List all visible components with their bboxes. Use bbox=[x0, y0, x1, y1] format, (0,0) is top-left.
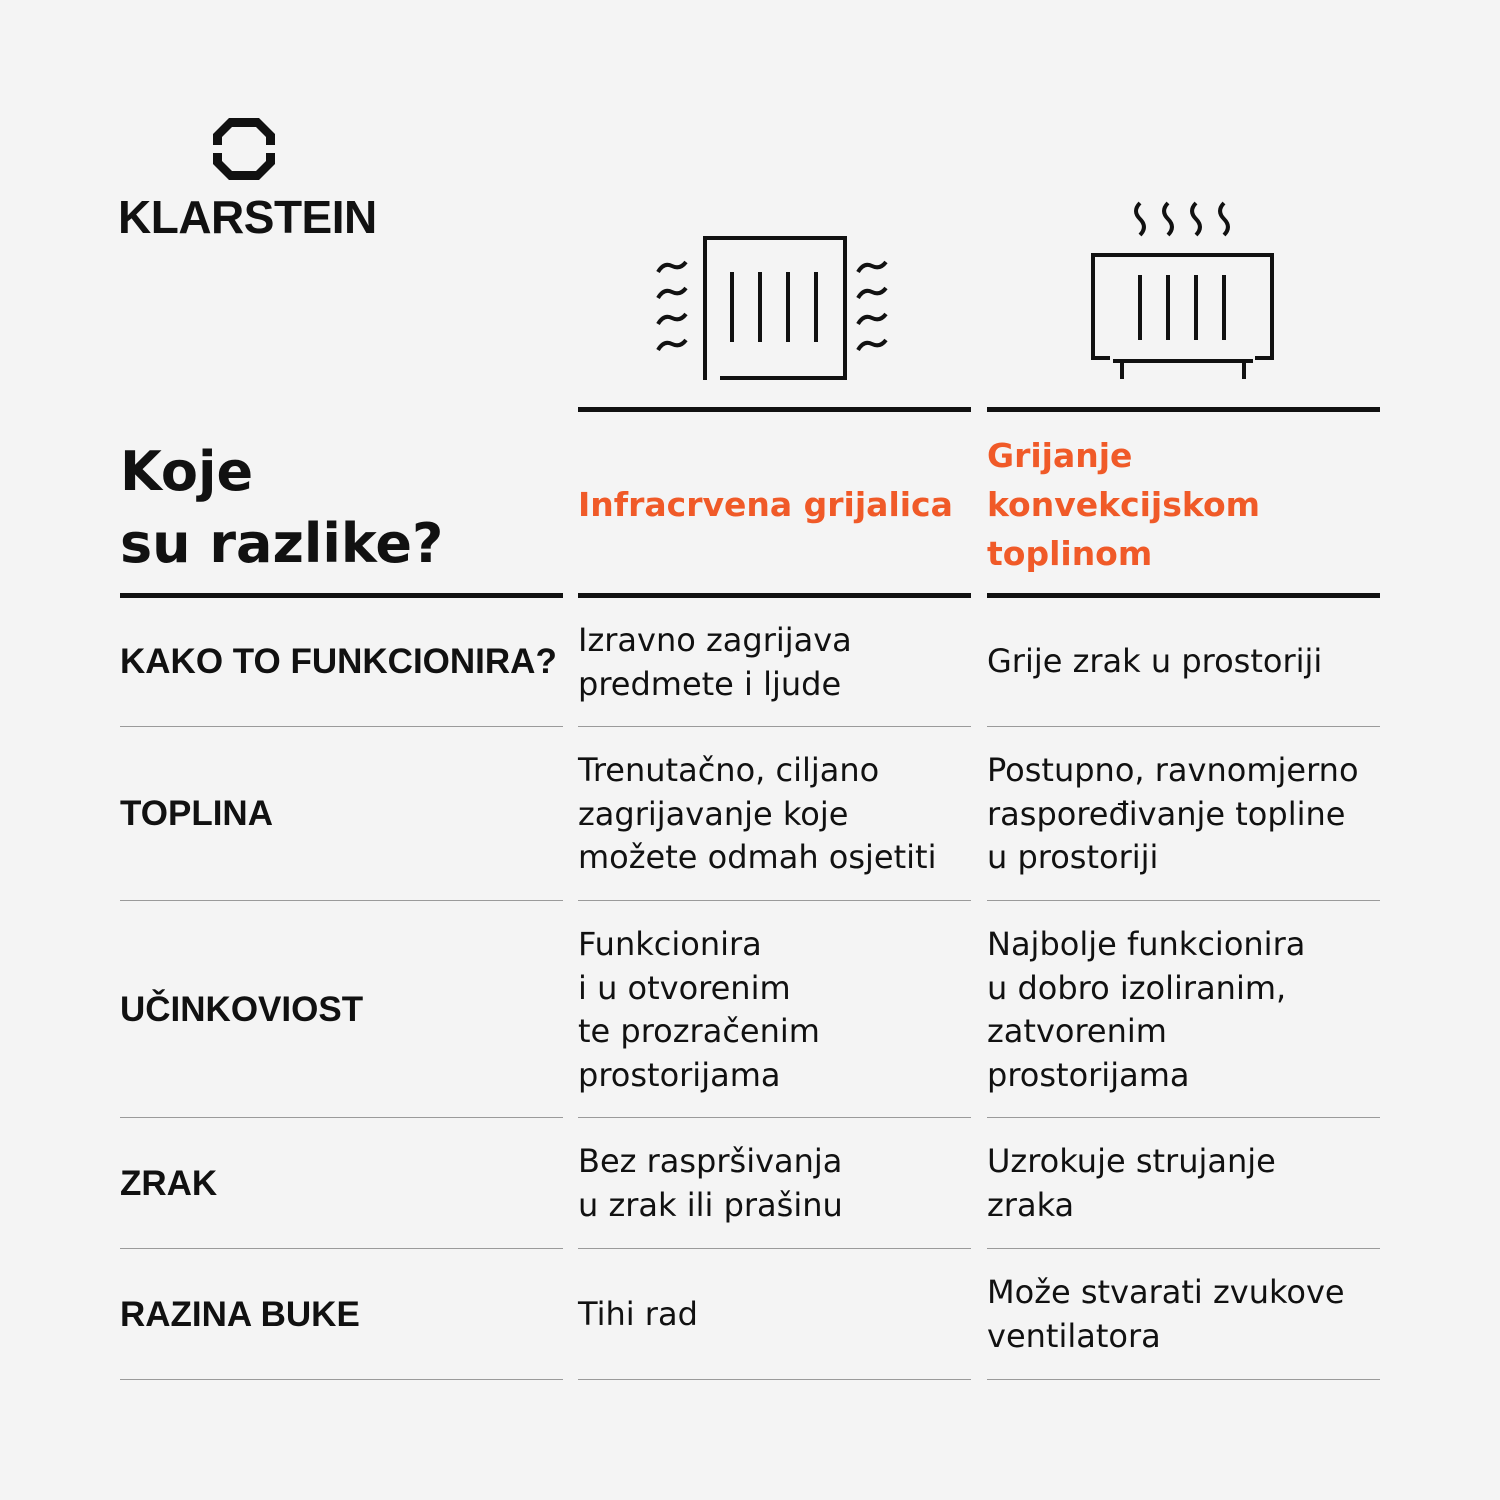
cell-line: i u otvorenim bbox=[578, 968, 791, 1007]
cell-infrared bbox=[578, 749, 968, 880]
row-divider bbox=[987, 1379, 1380, 1380]
row-divider bbox=[987, 1117, 1380, 1118]
cell-infrared bbox=[578, 619, 968, 706]
row-label: UČINKOVIOST bbox=[120, 990, 364, 1029]
cell-line: možete odmah osjetiti bbox=[578, 838, 937, 876]
cell-convection bbox=[987, 923, 1383, 1097]
cell-line: prostorijama bbox=[987, 1055, 1190, 1094]
cell-line: Tihi rad bbox=[578, 1295, 698, 1333]
cell-line: raspoređivanje topline bbox=[987, 794, 1346, 833]
column-top-rule bbox=[578, 407, 971, 412]
cell-convection bbox=[987, 640, 1383, 684]
cell-line: Bez raspršivanja bbox=[578, 1142, 843, 1180]
column-top-rule bbox=[987, 407, 1380, 412]
convection-heater-icon bbox=[1085, 195, 1285, 385]
row-divider bbox=[987, 1248, 1380, 1249]
cell-line: Trenutačno, ciljano bbox=[578, 751, 880, 789]
cell-line: u dobro izoliranim, bbox=[987, 968, 1287, 1007]
cell-infrared bbox=[578, 923, 968, 1097]
cell-line: Može stvarati zvukove bbox=[987, 1273, 1345, 1311]
row-divider bbox=[120, 726, 563, 727]
row-label: ZRAK bbox=[120, 1164, 218, 1203]
header-rule bbox=[120, 593, 563, 598]
cell-infrared bbox=[578, 1140, 968, 1227]
cell-line: prostorijama bbox=[578, 1055, 781, 1094]
column-title-line: konvekcijskom bbox=[987, 485, 1261, 524]
row-divider bbox=[120, 900, 563, 901]
row-label: RAZINA BUKE bbox=[120, 1295, 360, 1334]
cell-line: Grije zrak u prostoriji bbox=[987, 642, 1323, 680]
row-divider bbox=[987, 900, 1380, 901]
row-divider bbox=[578, 900, 971, 901]
cell-line: zraka bbox=[987, 1185, 1075, 1224]
cell-line: te prozračenim bbox=[578, 1012, 820, 1050]
row-divider bbox=[120, 1117, 563, 1118]
row-divider bbox=[578, 1117, 971, 1118]
brand-name: KLARSTEIN bbox=[118, 191, 377, 243]
cell-line: Uzrokuje strujanje bbox=[987, 1142, 1276, 1180]
page-title-line: su razlike? bbox=[120, 512, 444, 575]
row-divider bbox=[578, 1248, 971, 1249]
klarstein-diamond-icon bbox=[213, 118, 275, 180]
cell-line: Postupno, ravnomjerno bbox=[987, 751, 1359, 789]
cell-convection bbox=[987, 1271, 1383, 1358]
row-label: KAKO TO FUNKCIONIRA? bbox=[120, 642, 557, 681]
cell-convection bbox=[987, 1140, 1383, 1227]
column-title-line: Infracrvena grijalica bbox=[578, 485, 953, 524]
column-title-infrared bbox=[578, 480, 978, 529]
cell-line: zatvorenim bbox=[987, 1012, 1167, 1050]
cell-line: Izravno zagrijava bbox=[578, 621, 852, 659]
row-divider bbox=[987, 726, 1380, 727]
row-divider bbox=[578, 1379, 971, 1380]
cell-convection bbox=[987, 749, 1383, 880]
cell-line: predmete i ljude bbox=[578, 664, 842, 703]
page-title bbox=[120, 436, 560, 580]
infrared-heater-icon bbox=[650, 230, 900, 390]
column-title-convection bbox=[987, 431, 1387, 578]
row-divider bbox=[120, 1379, 563, 1380]
row-divider bbox=[578, 726, 971, 727]
cell-line: zagrijavanje koje bbox=[578, 794, 849, 833]
cell-line: u zrak ili prašinu bbox=[578, 1185, 843, 1224]
cell-line: u prostoriji bbox=[987, 838, 1159, 876]
cell-line: Funkcionira bbox=[578, 925, 762, 963]
header-rule bbox=[578, 593, 971, 598]
page-title-line: Koje bbox=[120, 440, 254, 503]
column-title-line: toplinom bbox=[987, 534, 1153, 573]
row-divider bbox=[120, 1248, 563, 1249]
cell-line: ventilatora bbox=[987, 1316, 1161, 1355]
cell-infrared bbox=[578, 1293, 968, 1337]
column-title-line: Grijanje bbox=[987, 436, 1133, 475]
cell-line: Najbolje funkcionira bbox=[987, 925, 1306, 963]
row-label: TOPLINA bbox=[120, 794, 273, 833]
header-rule bbox=[987, 593, 1380, 598]
